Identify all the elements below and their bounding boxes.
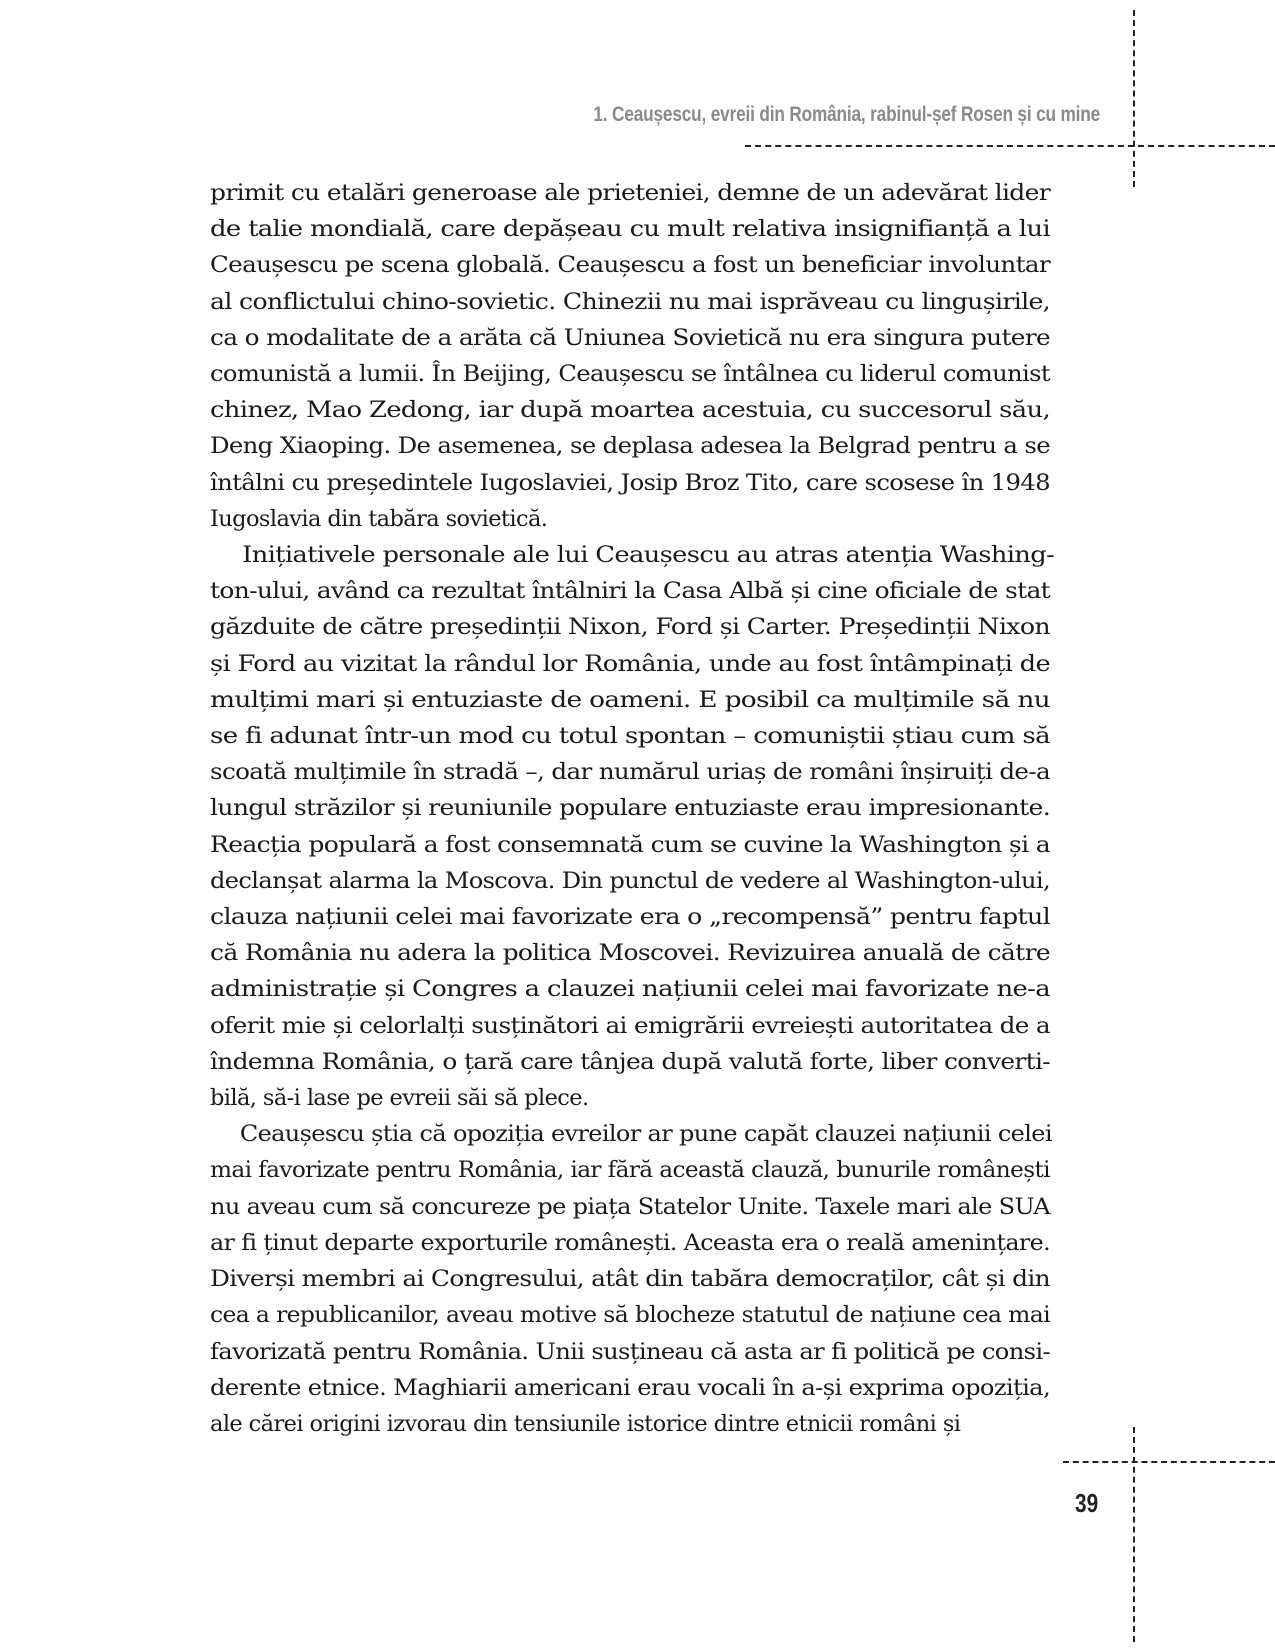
paragraph [210, 175, 1050, 537]
text-line: Reacția populară a fost consemnată cum se cuvine la Washington și a [210, 831, 1050, 858]
text-line: Inițiativele personale ale lui Ceaușescu au atras atenția Washing- [242, 542, 1055, 569]
text-line: îndemna România, o țară care tânjea după valută forte, liber converti- [210, 1048, 1050, 1075]
text-line: comunistă a lumii. În Beijing, Ceaușescu se întâlnea cu liderul comunist [210, 361, 1050, 388]
text-line: chinez, Mao Zedong, iar după moartea acestuia, cu succesorul său, [210, 397, 1050, 424]
text-line: bilă, să-i lase pe evreii săi să plece. [210, 1085, 589, 1112]
text-line: al conflictului chino-sovietic. Chinezii nu mai isprăveau cu lingușirile, [210, 288, 1050, 315]
text-line: lungul străzilor și reuniunile populare entuziaste erau impresionante. [210, 795, 1050, 822]
text-line: declanșat alarma la Moscova. Din punctul de vedere al Washington-ului, [210, 867, 1050, 894]
text-line: și Ford au vizitat la rândul lor România, unde au fost întâmpinați de [210, 650, 1050, 677]
text-line: oferit mie și celorlalți susținători ai emigrării evreiești autoritatea de a [210, 1012, 1050, 1039]
running-head: 1. Ceaușescu, evreii din România, rabinul-șef Rosen și cu mine [593, 103, 1100, 126]
text-line: scoată mulțimile în stradă –, dar numărul uriaș de români înșiruiți de-a [210, 759, 1050, 786]
text-line: nu aveau cum să concureze pe piața Statelor Unite. Taxele mari ale SUA [210, 1193, 1050, 1220]
text-line: se fi adunat într-un mod cu totul spontan – comuniștii știau cum să [210, 723, 1050, 750]
text-line: găzduite de către președinții Nixon, Ford și Carter. Președinții Nixon [210, 614, 1050, 641]
text-line: Deng Xiaoping. De asemenea, se deplasa adesea la Belgrad pentru a se [210, 433, 1050, 460]
text-line: Iugoslavia din tabăra sovietică. [210, 505, 548, 532]
text-line: că România nu adera la politica Moscovei. Revizuirea anuală de către [210, 940, 1050, 967]
text-line: cea a republicanilor, aveau motive să blocheze statutul de națiune cea mai [210, 1302, 1050, 1329]
paragraph [210, 537, 1055, 1116]
text-line: ar fi ținut departe exporturile românești. Aceasta era o reală amenințare. [210, 1229, 1050, 1256]
crop-mark-bottom-horizontal [1063, 1461, 1275, 1463]
text-line: Ceaușescu pe scena globală. Ceaușescu a fost un beneficiar involuntar [210, 252, 1050, 279]
text-line: ca o modalitate de a arăta că Uniunea Sovietică nu era singura putere [210, 324, 1050, 351]
text-line: mulțimi mari și entuziaste de oameni. E posibil ca mulțimile să nu [210, 686, 1050, 713]
text-line: ale cărei origini izvorau din tensiunile istorice dintre etnicii români și [210, 1410, 961, 1437]
crop-mark-top-vertical [1133, 10, 1135, 187]
text-line: Ceaușescu știa că opoziția evreilor ar pune capăt clauzei națiunii celei [239, 1121, 1052, 1148]
body-text [210, 175, 1055, 1442]
text-line: Diverși membri ai Congresului, atât din tabăra democraților, cât și din [210, 1266, 1050, 1293]
paragraph [210, 1116, 1050, 1442]
text-line: favorizată pentru România. Unii susțineau că asta ar fi politică pe consi- [210, 1338, 1050, 1365]
text-line: de talie mondială, care depășeau cu mult relativa insignifianță a lui [210, 216, 1050, 243]
text-line: întâlni cu președintele Iugoslaviei, Josip Broz Tito, care scosese în 1948 [210, 469, 1050, 496]
crop-mark-bottom-vertical [1133, 1427, 1135, 1642]
page-number: 39 [1075, 1488, 1099, 1518]
text-line: clauza națiunii celei mai favorizate era o „recompensă” pentru faptul [210, 904, 1050, 931]
text-line: derente etnice. Maghiarii americani erau vocali în a-și exprima opoziția, [210, 1374, 1050, 1401]
header-rule [745, 145, 1275, 147]
text-line: mai favorizate pentru România, iar fără această clauză, bunurile românești [210, 1157, 1050, 1184]
text-line: ton-ului, având ca rezultat întâlniri la Casa Albă și cine oficiale de stat [210, 578, 1050, 605]
text-line: primit cu etalări generoase ale prieteniei, demne de un adevărat lider [210, 180, 1050, 206]
text-line: administrație și Congres a clauzei națiunii celei mai favorizate ne-a [210, 976, 1050, 1003]
